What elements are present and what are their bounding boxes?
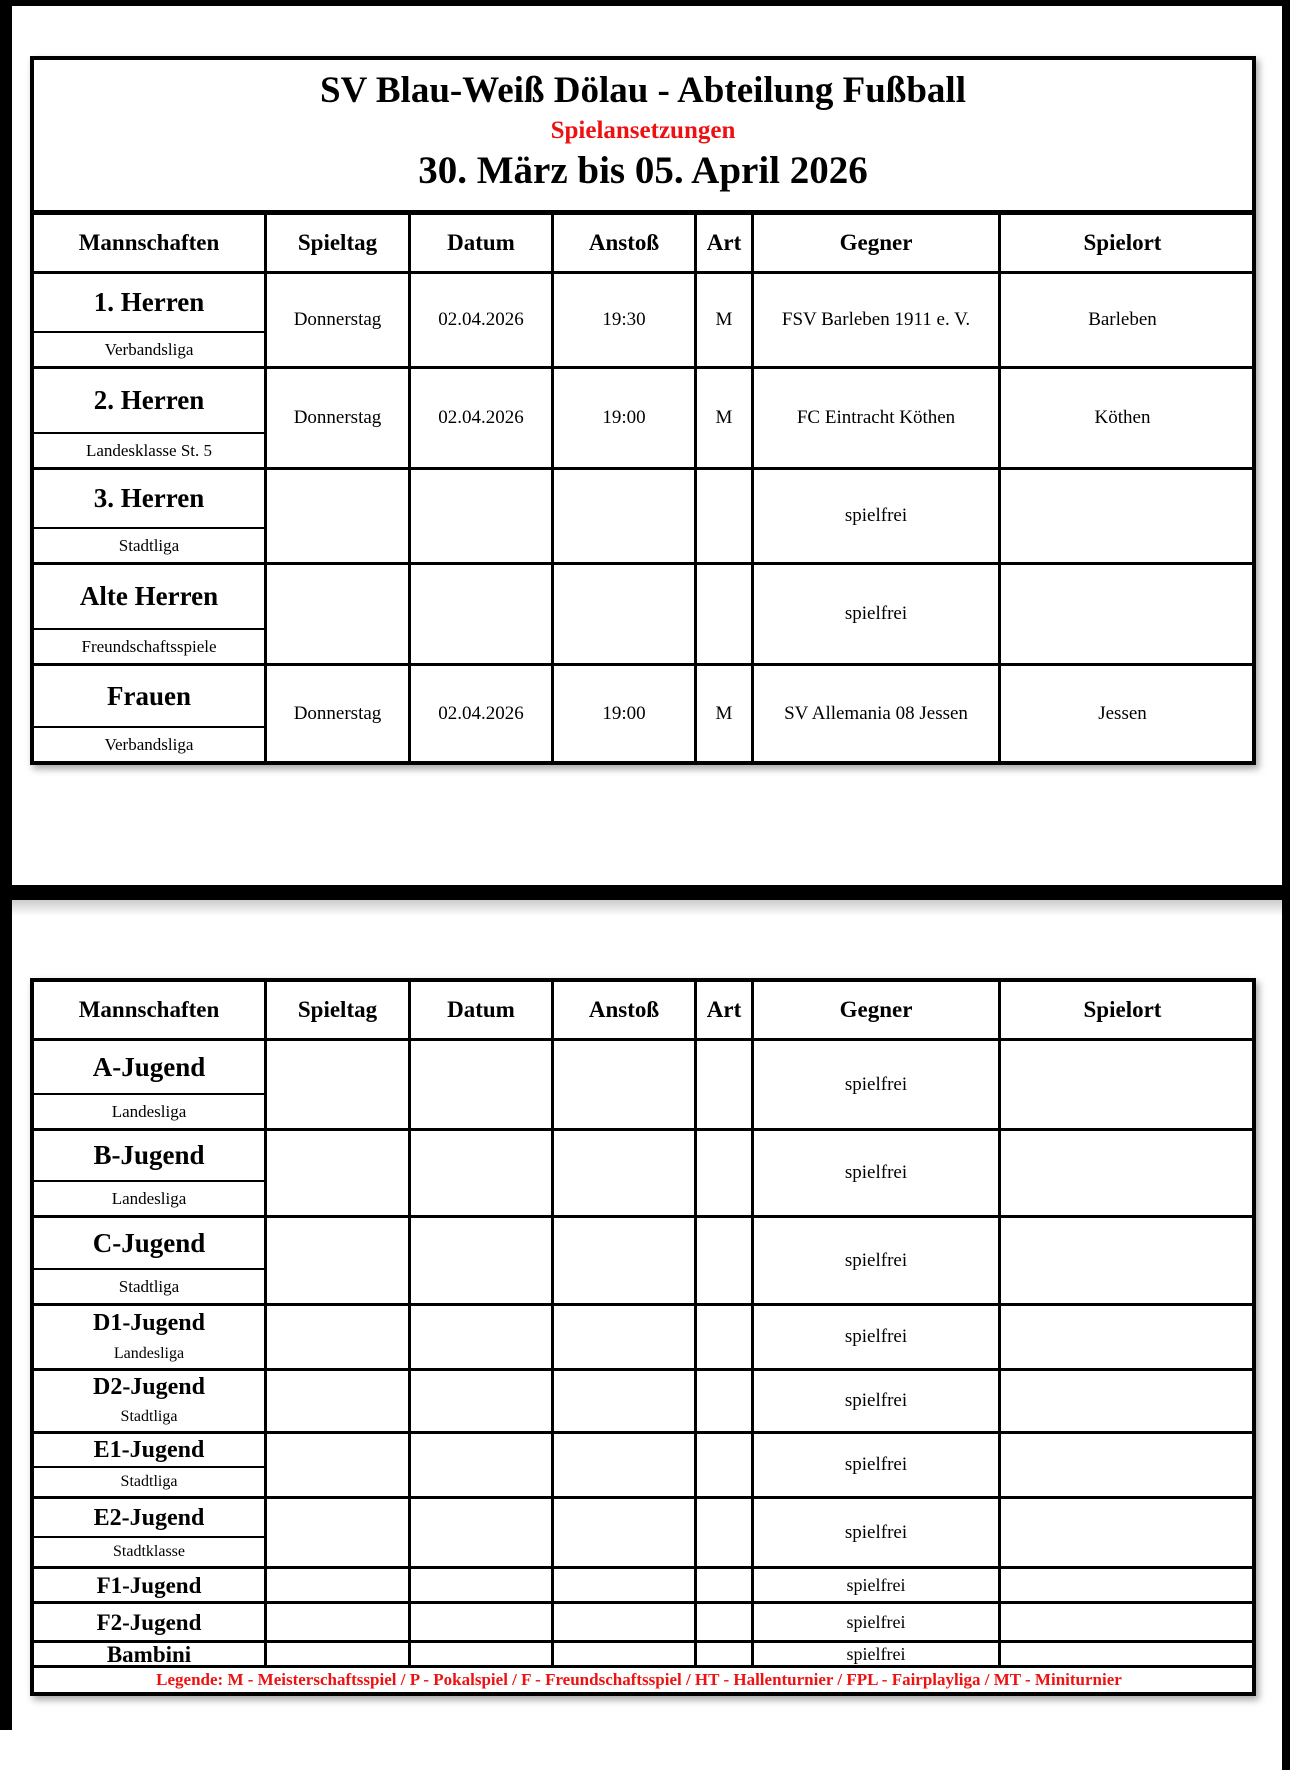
legend-row bbox=[34, 1665, 1252, 1692]
cell-spielort bbox=[998, 1434, 1244, 1496]
cell-anstoss bbox=[551, 565, 694, 663]
cell-gegner: spielfrei bbox=[751, 470, 998, 562]
cell-spielort: Barleben bbox=[998, 274, 1244, 366]
team-name: A-Jugend bbox=[92, 1051, 206, 1082]
cell-datum bbox=[408, 1041, 551, 1128]
cell-anstoss bbox=[551, 1499, 694, 1566]
cell-art bbox=[694, 470, 751, 562]
cell-spieltag: Donnerstag bbox=[264, 369, 408, 467]
cell-spielort: Köthen bbox=[998, 369, 1244, 467]
team-league: Landesliga bbox=[34, 1180, 264, 1215]
header-anstoss: Anstoß bbox=[551, 982, 694, 1038]
header-art: Art bbox=[694, 215, 751, 271]
team-league: Stadtliga bbox=[120, 1408, 178, 1425]
page-separator-bar bbox=[0, 885, 1290, 900]
cell-art: M bbox=[694, 666, 751, 761]
team-name: Bambini bbox=[106, 1643, 192, 1665]
header-datum: Datum bbox=[408, 982, 551, 1038]
cell-spieltag bbox=[264, 1131, 408, 1215]
cell-gegner: FC Eintracht Köthen bbox=[751, 369, 998, 467]
cell-spieltag bbox=[264, 1434, 408, 1496]
cell-spielort bbox=[998, 470, 1244, 562]
header-spieltag: Spieltag bbox=[264, 982, 408, 1038]
team-name: Alte Herren bbox=[79, 581, 219, 611]
team-league: Stadtliga bbox=[34, 1268, 264, 1303]
cell-spieltag bbox=[264, 565, 408, 663]
cell-datum bbox=[408, 470, 551, 562]
team-cell bbox=[34, 1604, 264, 1640]
team-name: F2-Jugend bbox=[96, 1609, 202, 1635]
legend-text: Legende: M - Meisterschaftsspiel / P - Pokalspiel / F - Freundschaftsspiel / HT - Hallenturnier / FPL - Fairplayliga / MT - Miniturnier bbox=[156, 1670, 1122, 1689]
cell-anstoss bbox=[551, 1218, 694, 1303]
table-row bbox=[34, 663, 1252, 761]
table-header-row bbox=[34, 982, 1252, 1038]
cell-gegner: spielfrei bbox=[751, 565, 998, 663]
header-gegner: Gegner bbox=[751, 982, 998, 1038]
team-cell bbox=[34, 1218, 264, 1303]
table-row bbox=[34, 1215, 1252, 1303]
team-cell bbox=[34, 1306, 264, 1368]
cell-anstoss: 19:30 bbox=[551, 274, 694, 366]
team-name: E2-Jugend bbox=[93, 1504, 205, 1531]
cell-anstoss bbox=[551, 1306, 694, 1368]
cell-datum bbox=[408, 565, 551, 663]
table-row bbox=[34, 1640, 1252, 1665]
team-league: Verbandsliga bbox=[34, 331, 264, 366]
team-cell bbox=[34, 1434, 264, 1496]
cell-art bbox=[694, 1306, 751, 1368]
cell-spielort bbox=[998, 1604, 1244, 1640]
cell-art bbox=[694, 1434, 751, 1496]
team-name: B-Jugend bbox=[93, 1140, 205, 1170]
cell-art bbox=[694, 1041, 751, 1128]
cell-datum: 02.04.2026 bbox=[408, 274, 551, 366]
team-name: D1-Jugend bbox=[92, 1310, 206, 1336]
page-subtitle: Spielansetzungen bbox=[550, 117, 736, 144]
team-league: Landesliga bbox=[34, 1093, 264, 1128]
cell-art bbox=[694, 1604, 751, 1640]
cell-datum bbox=[408, 1218, 551, 1303]
cell-art: M bbox=[694, 274, 751, 366]
header-mannschaften: Mannschaften bbox=[78, 997, 220, 1022]
cell-spielort bbox=[998, 1569, 1244, 1601]
cell-gegner: FSV Barleben 1911 e. V. bbox=[751, 274, 998, 366]
cell-gegner: spielfrei bbox=[751, 1604, 998, 1640]
cell-gegner: spielfrei bbox=[751, 1371, 998, 1431]
header-mannschaften: Mannschaften bbox=[78, 230, 220, 255]
cell-spielort bbox=[998, 1041, 1244, 1128]
cell-datum: 02.04.2026 bbox=[408, 666, 551, 761]
cell-spielort bbox=[998, 1499, 1244, 1566]
cell-anstoss bbox=[551, 1041, 694, 1128]
cell-datum bbox=[408, 1371, 551, 1431]
frame-left-edge bbox=[0, 0, 12, 1730]
cell-spieltag bbox=[264, 1041, 408, 1128]
cell-datum bbox=[408, 1434, 551, 1496]
cell-datum bbox=[408, 1306, 551, 1368]
table-row bbox=[34, 366, 1252, 467]
team-name: F1-Jugend bbox=[96, 1572, 202, 1598]
team-league: Stadtliga bbox=[34, 527, 264, 562]
team-cell bbox=[34, 1041, 264, 1128]
cell-gegner: SV Allemania 08 Jessen bbox=[751, 666, 998, 761]
cell-datum: 02.04.2026 bbox=[408, 369, 551, 467]
cell-gegner: spielfrei bbox=[751, 1434, 998, 1496]
cell-spieltag: Donnerstag bbox=[264, 666, 408, 761]
cell-spieltag bbox=[264, 470, 408, 562]
table-row bbox=[34, 271, 1252, 366]
team-cell bbox=[34, 1569, 264, 1601]
cell-gegner: spielfrei bbox=[751, 1306, 998, 1368]
cell-anstoss bbox=[551, 1434, 694, 1496]
cell-datum bbox=[408, 1569, 551, 1601]
cell-gegner: spielfrei bbox=[751, 1218, 998, 1303]
header-spielort: Spielort bbox=[998, 982, 1244, 1038]
cell-art bbox=[694, 1569, 751, 1601]
cell-spielort bbox=[998, 1131, 1244, 1215]
team-league: Landesklasse St. 5 bbox=[34, 432, 264, 467]
table-row bbox=[34, 1128, 1252, 1215]
table-row bbox=[34, 1431, 1252, 1496]
youth-schedule-table bbox=[30, 978, 1256, 1696]
cell-datum bbox=[408, 1643, 551, 1665]
cell-gegner: spielfrei bbox=[751, 1131, 998, 1215]
cell-art bbox=[694, 1371, 751, 1431]
team-name: Frauen bbox=[107, 680, 191, 711]
team-cell bbox=[34, 369, 264, 467]
team-league: Freundschaftsspiele bbox=[34, 628, 264, 663]
cell-gegner: spielfrei bbox=[751, 1569, 998, 1601]
title-block bbox=[34, 60, 1252, 210]
table-row bbox=[34, 562, 1252, 663]
table-row bbox=[34, 1601, 1252, 1640]
team-cell bbox=[34, 666, 264, 761]
header-spielort: Spielort bbox=[998, 215, 1244, 271]
table-row bbox=[34, 1368, 1252, 1431]
header-spieltag: Spieltag bbox=[264, 215, 408, 271]
cell-spielort bbox=[998, 565, 1244, 663]
cell-spieltag bbox=[264, 1643, 408, 1665]
page-title: SV Blau-Weiß Dölau - Abteilung Fußball bbox=[320, 70, 966, 111]
header-art: Art bbox=[694, 982, 751, 1038]
cell-spieltag bbox=[264, 1604, 408, 1640]
cell-anstoss bbox=[551, 470, 694, 562]
team-name: D2-Jugend bbox=[92, 1374, 206, 1400]
team-name: 1. Herren bbox=[93, 287, 205, 317]
cell-spielort bbox=[998, 1218, 1244, 1303]
cell-spielort bbox=[998, 1643, 1244, 1665]
header-anstoss: Anstoß bbox=[551, 215, 694, 271]
cell-art bbox=[694, 1499, 751, 1566]
team-cell bbox=[34, 1371, 264, 1431]
table-row bbox=[34, 1566, 1252, 1601]
date-range: 30. März bis 05. April 2026 bbox=[418, 149, 868, 192]
team-league: Stadtklasse bbox=[34, 1536, 264, 1566]
cell-spieltag bbox=[264, 1499, 408, 1566]
team-league: Verbandsliga bbox=[34, 726, 264, 761]
team-cell bbox=[34, 1499, 264, 1566]
cell-gegner: spielfrei bbox=[751, 1499, 998, 1566]
senior-schedule-table bbox=[30, 56, 1256, 765]
cell-datum bbox=[408, 1604, 551, 1640]
team-league: Stadtliga bbox=[34, 1466, 264, 1496]
cell-art bbox=[694, 565, 751, 663]
cell-spielort: Jessen bbox=[998, 666, 1244, 761]
team-name: 2. Herren bbox=[93, 385, 205, 415]
cell-anstoss bbox=[551, 1131, 694, 1215]
cell-spielort bbox=[998, 1306, 1244, 1368]
cell-spielort bbox=[998, 1371, 1244, 1431]
cell-spieltag bbox=[264, 1306, 408, 1368]
team-cell bbox=[34, 1643, 264, 1665]
cell-art bbox=[694, 1218, 751, 1303]
cell-datum bbox=[408, 1499, 551, 1566]
cell-gegner: spielfrei bbox=[751, 1041, 998, 1128]
cell-anstoss bbox=[551, 1371, 694, 1431]
cell-art bbox=[694, 1643, 751, 1665]
header-datum: Datum bbox=[408, 215, 551, 271]
table-row bbox=[34, 1496, 1252, 1566]
table-row bbox=[34, 467, 1252, 562]
cell-anstoss bbox=[551, 1569, 694, 1601]
team-name: E1-Jugend bbox=[93, 1437, 205, 1463]
team-cell bbox=[34, 470, 264, 562]
cell-datum bbox=[408, 1131, 551, 1215]
cell-anstoss bbox=[551, 1604, 694, 1640]
team-league: Landesliga bbox=[113, 1345, 185, 1362]
team-name: C-Jugend bbox=[92, 1227, 206, 1258]
team-cell bbox=[34, 274, 264, 366]
frame-top-edge bbox=[0, 0, 1290, 6]
header-gegner: Gegner bbox=[751, 215, 998, 271]
team-name: 3. Herren bbox=[93, 483, 205, 513]
page2-top-shadow bbox=[12, 900, 1282, 916]
cell-anstoss bbox=[551, 1643, 694, 1665]
team-cell bbox=[34, 1131, 264, 1215]
cell-anstoss: 19:00 bbox=[551, 369, 694, 467]
cell-spieltag bbox=[264, 1569, 408, 1601]
cell-art bbox=[694, 1131, 751, 1215]
cell-spieltag bbox=[264, 1371, 408, 1431]
cell-spieltag: Donnerstag bbox=[264, 274, 408, 366]
table-row bbox=[34, 1303, 1252, 1368]
cell-anstoss: 19:00 bbox=[551, 666, 694, 761]
table-row bbox=[34, 1038, 1252, 1128]
team-cell bbox=[34, 565, 264, 663]
cell-spieltag bbox=[264, 1218, 408, 1303]
cell-gegner: spielfrei bbox=[751, 1643, 998, 1665]
cell-art: M bbox=[694, 369, 751, 467]
table-header-row bbox=[34, 210, 1252, 271]
